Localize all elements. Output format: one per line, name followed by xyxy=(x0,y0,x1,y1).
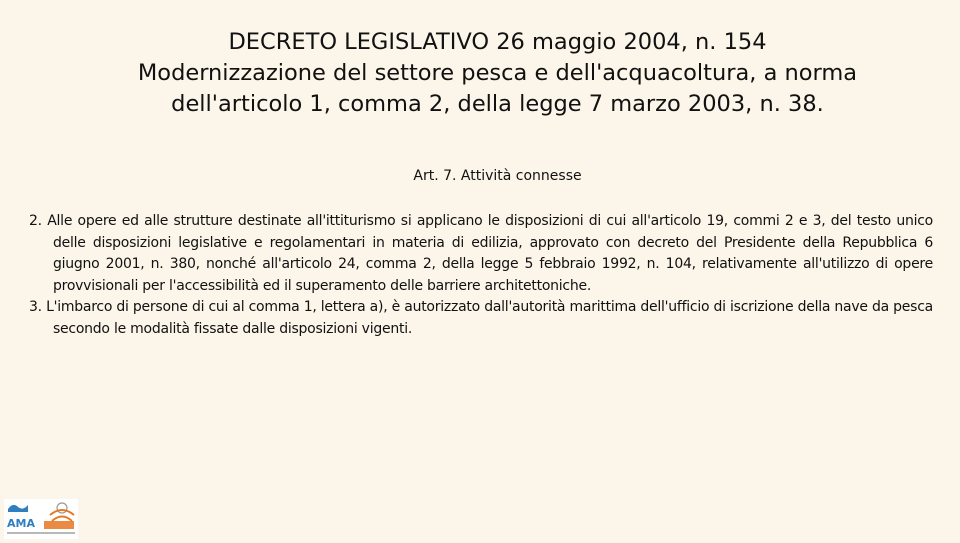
title-line-3: dell'articolo 1, comma 2, della legge 7 marzo 2003, n. 38. xyxy=(171,91,824,117)
title-line-1: DECRETO LEGISLATIVO 26 maggio 2004, n. 154 xyxy=(228,29,767,55)
logo-text: AMA xyxy=(7,517,35,530)
paragraph-3: 3. L'imbarco di persone di cui al comma 1, lettera a), è autorizzato dall'autorità marittima dell'ufficio di iscrizione della nave da pesca secondo le modalità fissate dalle disposizioni vigenti. xyxy=(29,299,933,337)
ama-logo xyxy=(4,499,78,539)
article-body xyxy=(29,211,933,341)
paragraph-2: 2. Alle opere ed alle strutture destinate all'ittiturismo si applicano le disposizioni di cui all'articolo 19, commi 2 e 3, del testo unico delle disposizioni legislative e regolamentari in materia di edilizia, approvato con decreto del Presidente della Repubblica 6 giugno 2001, n. 380, nonché all'articolo 24, comma 2, della legge 5 febbraio 1992, n. 104, relativamente all'utilizzo di opere provvisionali per l'accessibilità ed il superamento delle barriere architettoniche. xyxy=(29,213,933,294)
ama-logo-graphic xyxy=(4,499,78,539)
article-heading: Art. 7. Attività connesse xyxy=(413,168,582,184)
title-line-2: Modernizzazione del settore pesca e dell'acquacoltura, a norma xyxy=(137,60,858,86)
document-title xyxy=(90,27,905,120)
